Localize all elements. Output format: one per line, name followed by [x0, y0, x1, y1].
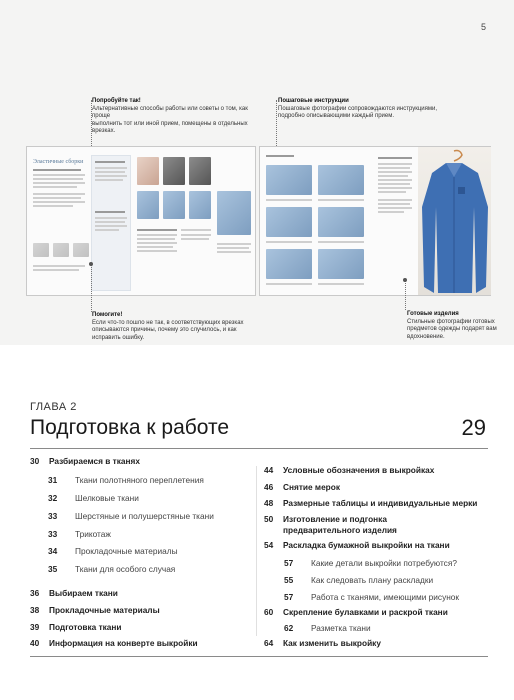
callout-finished-leader — [405, 280, 406, 310]
callout-steps-line-1: Пошаговые фотографии сопровождаются инструкциями, — [278, 105, 438, 112]
callout-try — [92, 98, 262, 136]
toc-column-divider — [256, 466, 257, 636]
callout-try-title: Попробуйте так! — [92, 98, 141, 104]
callout-help-dot — [89, 262, 93, 266]
callout-finished-line-2: предметов одежды подарят вам — [407, 326, 497, 332]
callout-finished — [407, 311, 507, 341]
callout-steps — [278, 98, 468, 121]
callout-try-line-1: Альтернативные способы работы или советы о том, как проще — [92, 105, 248, 119]
callout-try-line-2: выполнить тот или иной прием, помещены в отдельных врезках. — [92, 120, 248, 134]
chapter-label: ГЛАВА 2 — [30, 401, 77, 413]
chapter-rule-bottom — [30, 656, 488, 657]
page-number: 5 — [480, 22, 486, 32]
spread-preview-left — [26, 146, 256, 296]
callout-help-title: Помогите! — [92, 312, 123, 318]
callout-help-line-3: исправить ошибку. — [92, 334, 145, 341]
callout-help-line-1: Если что-то пошло не так, в соответствующих врезках — [92, 319, 244, 326]
chapter-rule-top — [30, 448, 488, 449]
chapter-title: Подготовка к работе — [30, 416, 230, 439]
callout-finished-title: Готовые изделия — [407, 311, 459, 317]
callout-finished-line-3: вдохновение. — [407, 333, 445, 340]
callout-finished-line-1: Стильные фотографии готовых — [407, 318, 495, 325]
spread-preview-right — [259, 146, 491, 296]
chapter-page: 29 — [461, 415, 486, 440]
shirt-illustration — [418, 147, 491, 295]
callout-steps-title: Пошаговые инструкции — [278, 98, 349, 104]
callout-help-line-2: описываются причины, почему это случилось, и как — [92, 327, 237, 333]
callout-finished-dot — [403, 278, 407, 282]
spread-left-heading: Эластичные сборки — [33, 159, 84, 165]
callout-help — [92, 312, 262, 342]
callout-steps-line-2: подробно описывающими каждый прием. — [278, 113, 395, 119]
callout-help-leader — [91, 264, 92, 312]
